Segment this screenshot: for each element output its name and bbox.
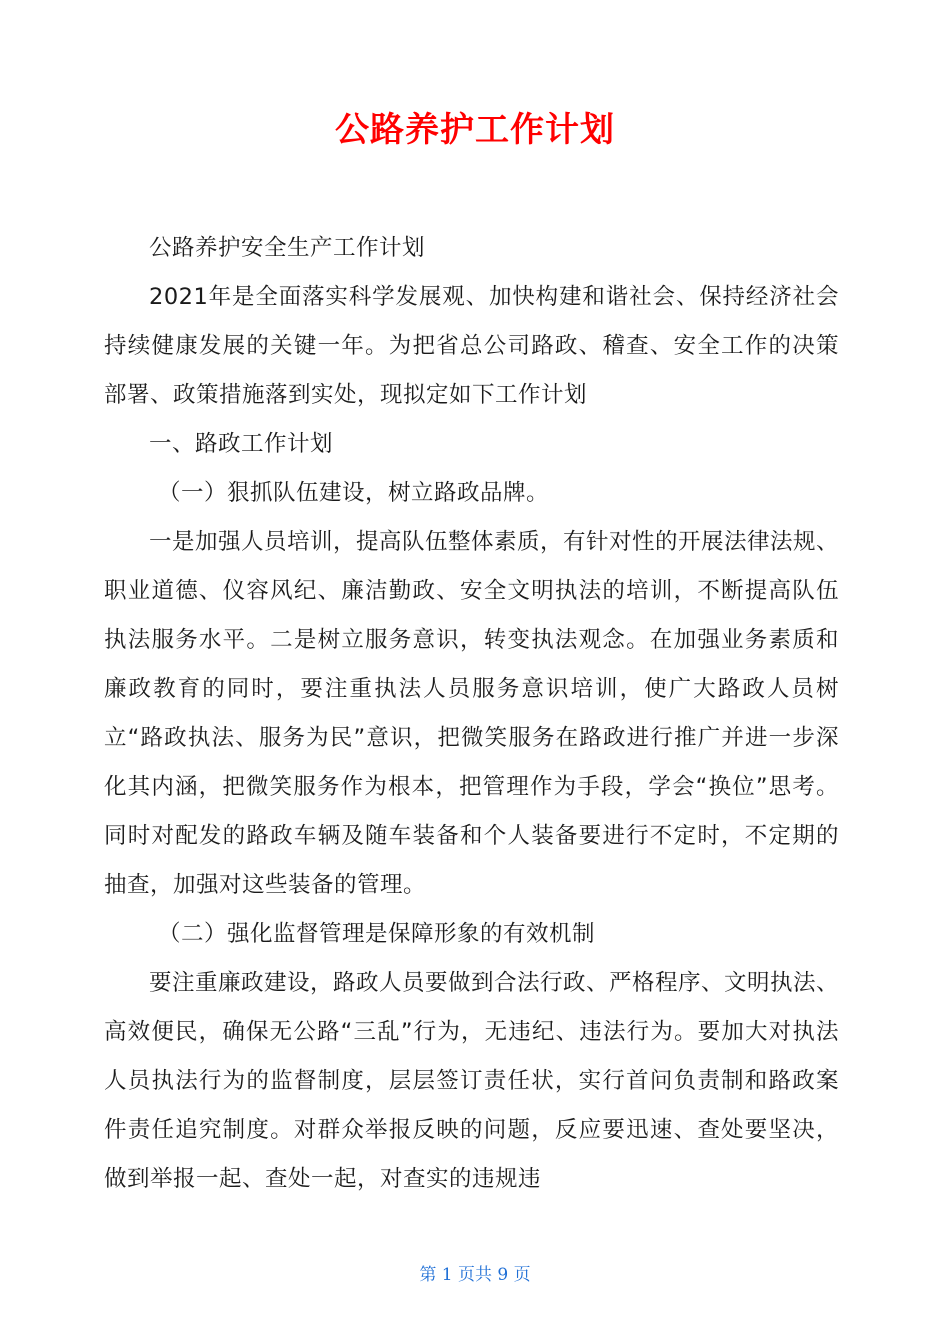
document-title: 公路养护工作计划 (335, 110, 615, 150)
document-body (104, 224, 839, 1204)
page-number-footer: 第 1 页共 9 页 (419, 1265, 531, 1285)
subsection-heading-1: （一）狠抓队伍建设，树立路政品牌。 (158, 480, 550, 506)
subtitle-paragraph: 公路养护安全生产工作计划 (149, 235, 426, 261)
body-paragraph-2: 要注重廉政建设，路政人员要做到合法行政、严格程序、文明执法、高效便民，确保无公路“三乱”行为，无违纪、违法行为。要加大对执法人员执法行为的监督制度，层层签订责任状，实行首问负责制和路政案件责任追究制度。对群众举报反映的问题，反应要迅速、查处要坚决，做到举报一起、查处一起，对查实的违规违 (104, 970, 840, 1192)
intro-paragraph: 2021年是全面落实科学发展观、加快构建和谐社会、保持经济社会持续健康发展的关键一年。为把省总公司路政、稽查、安全工作的决策部署、政策措施落到实处，现拟定如下工作计划 (104, 284, 839, 408)
section-heading: 一、路政工作计划 (149, 431, 334, 457)
body-paragraph-1: 一是加强人员培训，提高队伍整体素质，有针对性的开展法律法规、职业道德、仪容风纪、廉洁勤政、安全文明执法的培训，不断提高队伍执法服务水平。二是树立服务意识，转变执法观念。在加强业务素质和廉政教育的同时，要注重执法人员服务意识培训，使广大路政人员树立“路政执法、服务为民”意识，把微笑服务在路政进行推广并进一步深化其内涵，把微笑服务作为根本，把管理作为手段，学会“换位”思考。同时对配发的路政车辆及随车装备和个人装备要进行不定时，不定期的抽查，加强对这些装备的管理。 (104, 529, 840, 898)
subsection-heading-2: （二）强化监督管理是保障形象的有效机制 (158, 921, 596, 947)
